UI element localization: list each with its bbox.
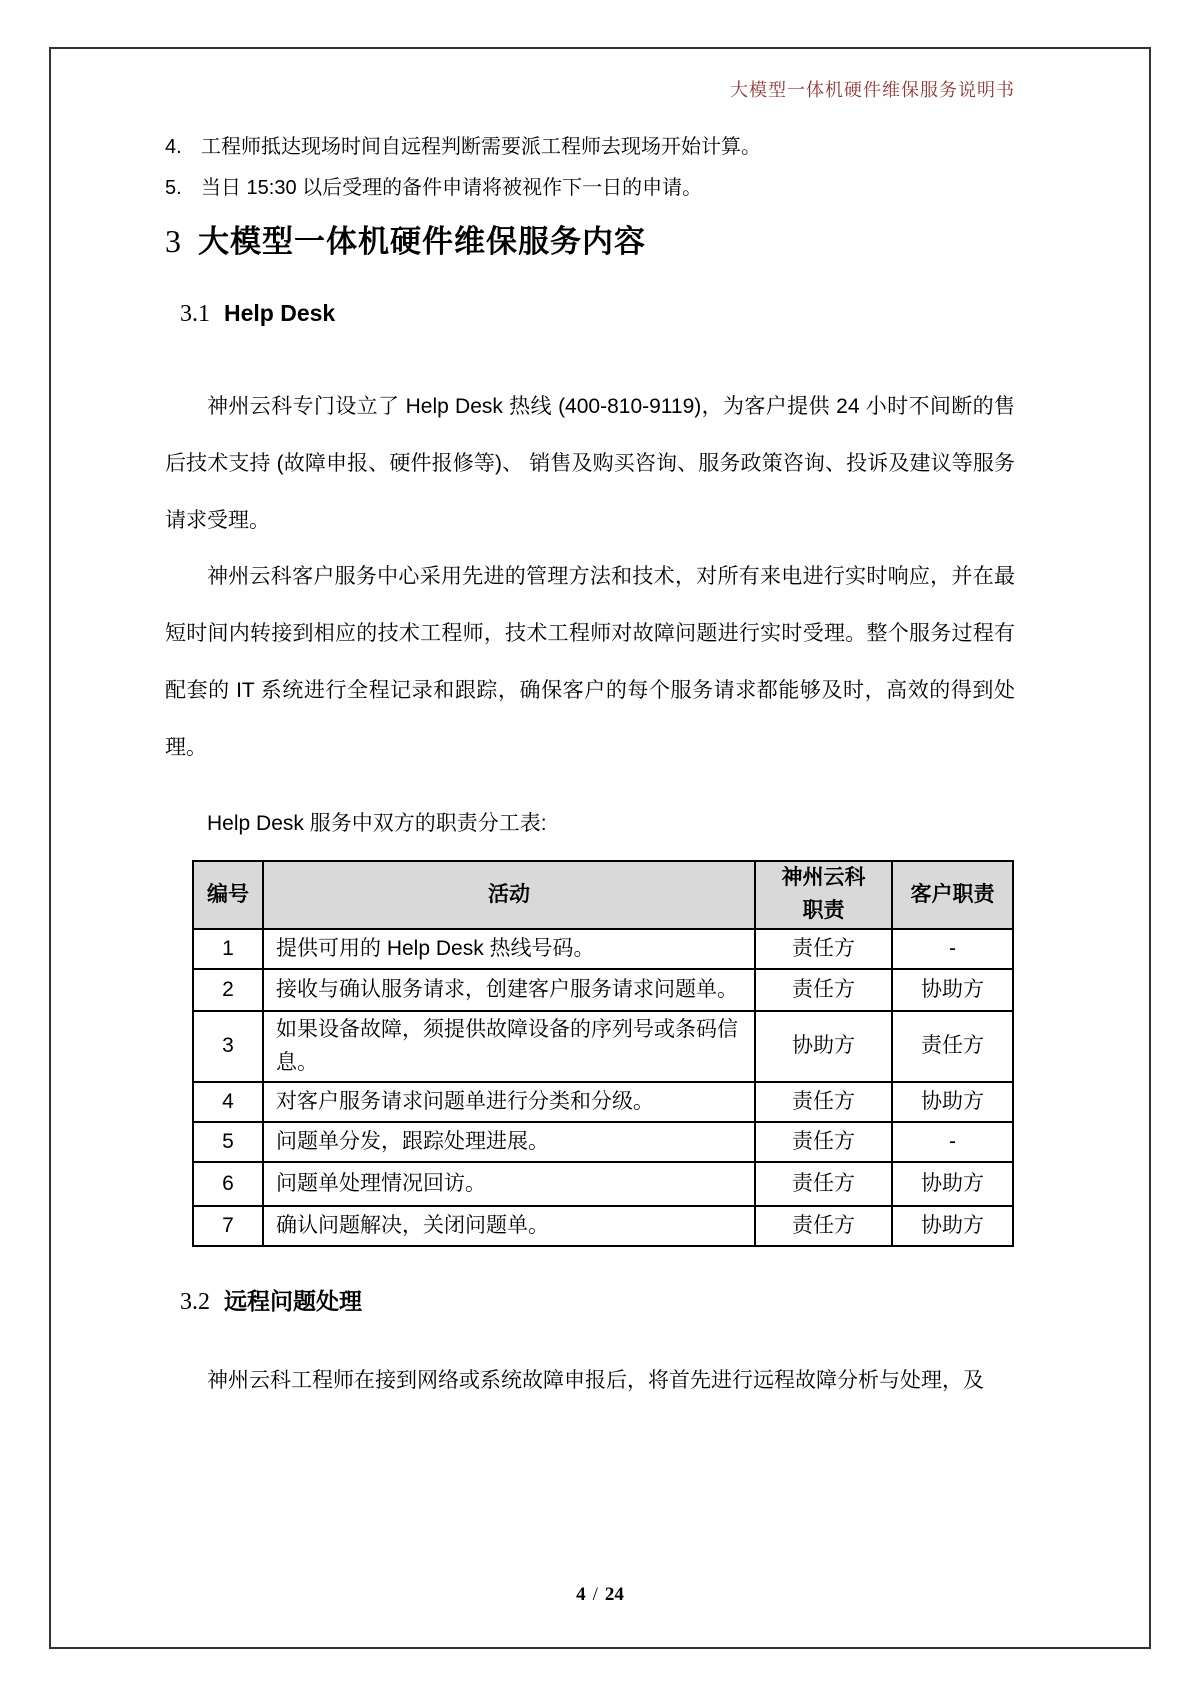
section-title: 大模型一体机硬件维保服务内容 [198,224,646,259]
cell-activity: 提供可用的 Help Desk 热线号码。 [263,929,755,969]
column-header-dcloud-duty [755,861,892,929]
cell-customer-duty: 协助方 [892,969,1013,1011]
subsection-number: 3.1 [180,301,210,327]
cell-customer-duty: - [892,929,1013,969]
cell-customer-duty: 协助方 [892,1082,1013,1122]
subsection-title: 远程问题处理 [224,1288,362,1314]
list-item-text: 工程师抵达现场时间自远程判断需要派工程师去现场开始计算。 [201,136,761,158]
table-row [193,929,1013,969]
column-header-dcloud-line2: 职责 [802,899,845,922]
cell-number: 3 [193,1011,263,1082]
table-row [193,1206,1013,1246]
cell-customer-duty: 协助方 [892,1206,1013,1246]
list-item [165,175,1015,202]
column-header-customer-duty: 客户职责 [892,861,1013,929]
cell-dcloud-duty: 协助方 [755,1011,892,1082]
cell-dcloud-duty: 责任方 [755,1162,892,1206]
cell-number: 6 [193,1162,263,1206]
cell-activity: 问题单处理情况回访。 [263,1162,755,1206]
table-header-row [193,861,1013,929]
cell-activity: 接收与确认服务请求，创建客户服务请求问题单。 [263,969,755,1011]
paragraph-remote-handling: 神州云科工程师在接到网络或系统故障申报后，将首先进行远程故障分析与处理，及 [207,1369,984,1392]
cell-activity: 问题单分发，跟踪处理进展。 [263,1122,755,1162]
cell-customer-duty: 协助方 [892,1162,1013,1206]
subsection-title: Help Desk [224,300,336,326]
cell-dcloud-duty: 责任方 [755,1122,892,1162]
table-row [193,969,1013,1011]
table-row [193,1082,1013,1122]
table-row [193,1162,1013,1206]
paragraph-service-center: 神州云科客户服务中心采用先进的管理方法和技术，对所有来电进行实时响应，并在最短时间内转接到相应的技术工程师，技术工程师对故障问题进行实时受理。整个服务过程有配套的 IT 系统进行全程记录和跟踪，确保客户的每个服务请求都能够及时，高效的得到处理。 [165,565,1015,759]
cell-activity: 对客户服务请求问题单进行分类和分级。 [263,1082,755,1122]
column-header-number: 编号 [193,861,263,929]
cell-number: 7 [193,1206,263,1246]
responsibility-table [192,860,1014,1247]
cell-activity: 如果设备故障，须提供故障设备的序列号或条码信息。 [263,1011,755,1082]
page-number-separator: / [592,1584,598,1605]
table-row [193,1011,1013,1082]
list-item [165,134,1015,161]
cell-number: 2 [193,969,263,1011]
section-number: 3 [165,223,182,259]
page-footer [0,1584,1200,1606]
cell-number: 4 [193,1082,263,1122]
cell-number: 5 [193,1122,263,1162]
column-header-dcloud-line1: 神州云科 [781,866,866,890]
subsection-heading-3-1 [180,300,1040,328]
subsection-heading-3-2 [180,1283,1040,1316]
cell-number: 1 [193,929,263,969]
list-item-number: 4. [165,136,182,158]
cell-customer-duty: - [892,1122,1013,1162]
document-header-title: 大模型一体机硬件维保服务说明书 [730,80,1015,100]
table-row [193,1122,1013,1162]
list-item-text: 当日 15:30 以后受理的备件申请将被视作下一日的申请。 [201,177,703,199]
column-header-activity: 活动 [263,861,755,929]
cell-dcloud-duty: 责任方 [755,1082,892,1122]
paragraph-helpdesk-intro: 神州云科专门设立了 Help Desk 热线 (400-810-9119)，为客户提供 24 小时不间断的售后技术支持 (故障申报、硬件报修等)、 销售及购买咨询、服务政策咨询、投诉及建议等服务请求受理。 [165,395,1015,532]
cell-dcloud-duty: 责任方 [755,1206,892,1246]
cell-activity: 确认问题解决，关闭问题单。 [263,1206,755,1246]
list-item-number: 5. [165,177,182,199]
cell-customer-duty: 责任方 [892,1011,1013,1082]
page-number-current: 4 [576,1584,586,1605]
cell-dcloud-duty: 责任方 [755,929,892,969]
table-intro-text: Help Desk 服务中双方的职责分工表: [207,812,547,835]
cell-dcloud-duty: 责任方 [755,969,892,1011]
numbered-list [165,134,1015,216]
section-heading-3 [165,216,1065,261]
subsection-number: 3.2 [180,1289,210,1315]
page-number-total: 24 [604,1584,624,1605]
